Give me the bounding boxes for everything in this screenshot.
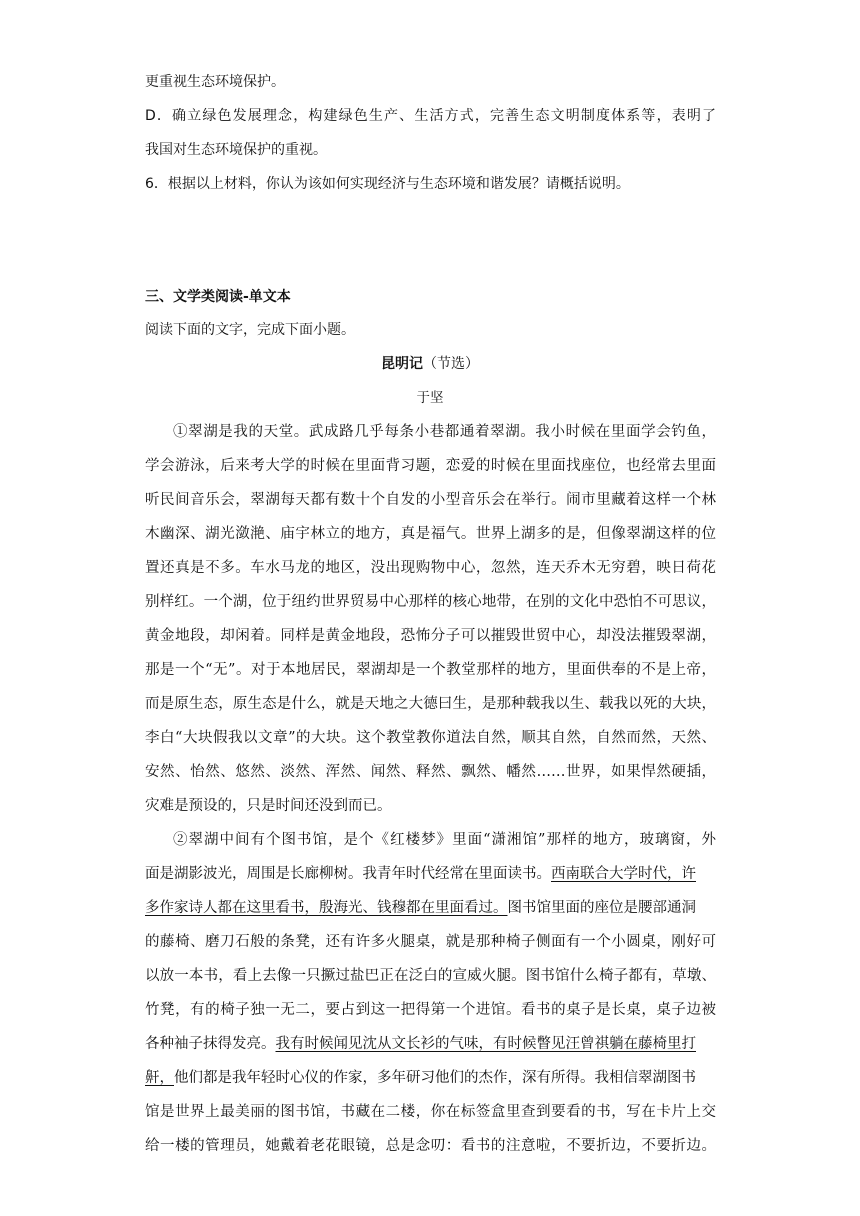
paragraph-2-line: ②翠湖中间有个图书馆，是个《红楼梦》里面“潇湘馆”那样的地方，玻璃窗，外	[173, 832, 716, 848]
paragraph-1-line: 学会游泳，后来考大学的时候在里面背习题，恋爱的时候在里面找座位，也经常去里面	[145, 458, 716, 474]
option-d-line-1: D．确立绿色发展理念，构建绿色生产、生活方式，完善生态文明制度体系等，表明了	[145, 108, 716, 124]
paragraph-1-line: 那是一个“无”。对于本地居民，翠湖却是一个教堂那样的地方，里面供奉的不是上帝，	[145, 662, 716, 678]
paragraph-2-text: 面是湖影波光，周围是长廊柳树。我青年时代经常在里面读书。	[145, 866, 551, 882]
paragraph-2-line	[145, 898, 696, 918]
article-title-text: 昆明记	[381, 356, 423, 372]
paragraph-2-text: 他们都是我年轻时心仪的作家，多年研习他们的杰作，深有所得。我相信翠湖图书	[174, 1070, 696, 1086]
paragraph-2-line: 竹凳，有的椅子独一无二，要占到这一把得第一个进馆。看书的桌子是长桌，桌子边被	[145, 1002, 716, 1018]
paragraph-1-line: 黄金地段，却闲着。同样是黄金地段，恐怖分子可以摧毁世贸中心，却没法摧毁翠湖，	[145, 628, 716, 644]
paragraph-1-line: 别样红。一个湖，位于纽约世界贸易中心那样的核心地带，在别的文化中恐怕不可思议，	[145, 594, 716, 610]
paragraph-1-line: 木幽深、湖光潋滟、庙宇林立的地方，真是福气。世界上湖多的是，但像翠湖这样的位	[145, 526, 716, 542]
section-instruction: 阅读下面的文字，完成下面小题。	[145, 322, 355, 338]
paragraph-1-line: 灾难是预设的，只是时间还没到而已。	[145, 798, 392, 814]
underlined-sentence-2: 我有时候闻见沈从文长衫的气味，有时候瞥见汪曾祺躺在藤椅里打	[275, 1036, 696, 1052]
underlined-sentence-1: 多作家诗人都在这里看书，殷海光、钱穆都在里面看过。	[145, 900, 508, 916]
paragraph-2-line	[145, 1068, 696, 1088]
paragraph-1-line: 置还真是不多。车水马龙的地区，没出现购物中心，忽然，连天乔木无穷碧，映日荷花	[145, 560, 716, 576]
paragraph-2-line: 馆是世界上最美丽的图书馆，书藏在二楼，你在标签盒里查到要看的书，写在卡片上交	[145, 1104, 716, 1120]
paragraph-1-line: 听民间音乐会，翠湖每天都有数十个自发的小型音乐会在举行。闹市里藏着这样一个林	[145, 492, 716, 508]
article-title	[0, 354, 860, 374]
question-6: 6．根据以上材料，你认为该如何实现经济与生态环境和谐发展？请概括说明。	[145, 176, 630, 192]
paragraph-2-line: 的藤椅、磨刀石般的条凳，还有许多火腿桌，就是那种椅子侧面有一个小圆桌，刚好可	[145, 934, 716, 950]
paragraph-1-line: 李白“大块假我以文章”的大块。这个教堂教你道法自然，顺其自然，自然而然，天然、	[145, 730, 716, 746]
article-title-note: （节选）	[423, 356, 479, 372]
paragraph-2-line	[145, 864, 696, 884]
underlined-sentence-2: 鼾，	[145, 1070, 174, 1086]
option-d-line-2: 我国对生态环境保护的重视。	[145, 142, 327, 158]
section-heading: 三、文学类阅读-单文本	[145, 289, 291, 305]
paragraph-1-line: ①翠湖是我的天堂。武成路几乎每条小巷都通着翠湖。我小时候在里面学会钓鱼，	[173, 424, 716, 440]
paragraph-2-text: 各种袖子抹得发亮。	[145, 1036, 276, 1052]
underlined-sentence-1: 西南联合大学时代，许	[551, 866, 696, 882]
paragraph-2-line: 给一楼的管理员，她戴着老花眼镜，总是念叨：看书的注意啦，不要折边，不要折边。	[145, 1138, 716, 1154]
article-author: 于坚	[416, 390, 444, 406]
paragraph-2-line: 以放一本书，看上去像一只撅过盐巴正在泛白的宣威火腿。图书馆什么椅子都有，草墩、	[145, 968, 716, 984]
paragraph-2-text: 图书馆里面的座位是腰部通洞	[507, 900, 696, 916]
paragraph-1-line: 而是原生态，原生态是什么，就是天地之大德曰生，是那种载我以生、载我以死的大块，	[145, 696, 716, 712]
paragraph-1-line: 安然、怡然、悠然、淡然、浑然、闻然、释然、飘然、幡然……世界，如果悍然硬插，	[145, 764, 716, 780]
paragraph-2-line	[145, 1034, 696, 1054]
question-c-tail: 更重视生态环境保护。	[145, 74, 285, 90]
